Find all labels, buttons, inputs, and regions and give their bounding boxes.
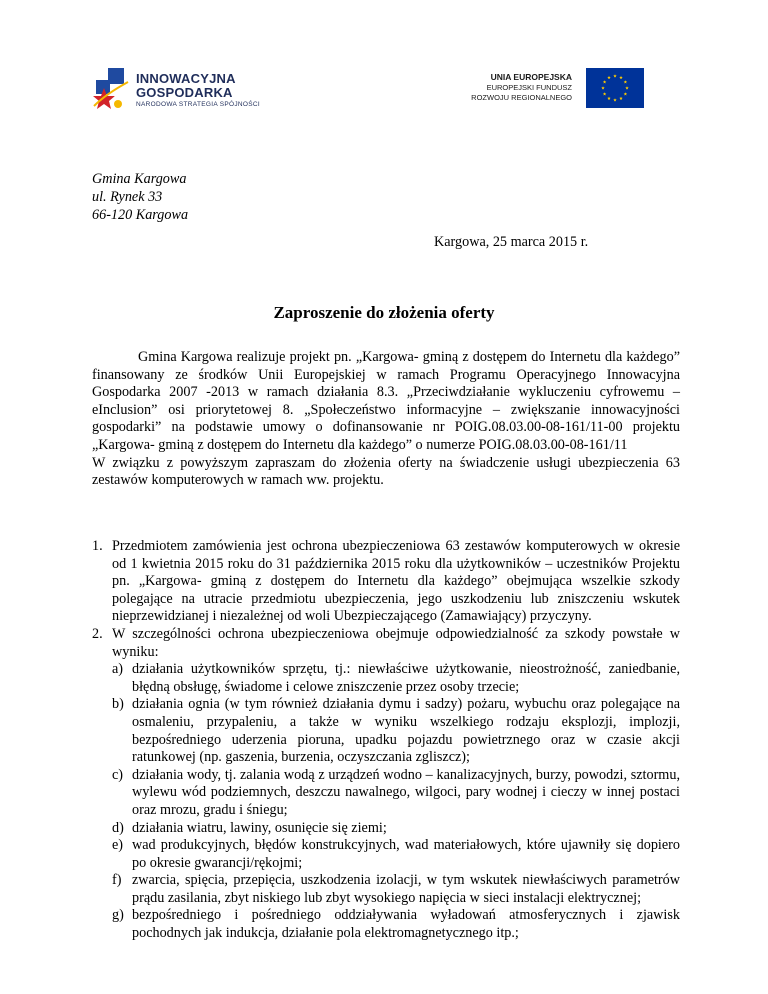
ue-logo-text (471, 72, 572, 103)
eu-flag-icon (586, 68, 644, 108)
ig-logo-line2: GOSPODARKA (136, 85, 233, 100)
sub-list-item-letter: b) (112, 696, 124, 713)
sub-list-item (112, 872, 680, 907)
sub-list-item-letter: a) (112, 661, 124, 678)
sub-list-item-text: zwarcia, spięcia, przepięcia, uszkodzenia izolacji, w tym wskutek niewłaściwych parametrów prądu zasilania, zbyt niskiego lub zbyt wysokiego napięcia w sieci instalacji elektrycznej; (132, 872, 680, 906)
sub-list-item-letter: f) (112, 872, 122, 889)
sub-list-item-letter: g) (112, 907, 124, 924)
ue-logo-line3: ROZWOJU REGIONALNEGO (471, 93, 572, 102)
list-item-number: 1. (92, 538, 103, 554)
sub-list-item-text: działania wiatru, lawiny, osunięcie się ziemi; (132, 819, 387, 836)
ig-star-logo-icon (92, 66, 132, 112)
sub-list-item-text: bezpośredniego i pośredniego oddziaływania wyładowań atmosferycznych i zjawisk pochodnych jak indukcja, działanie pola elektromagnetycznego itp.; (132, 907, 680, 942)
sub-list-item (112, 907, 680, 942)
intro-paragraph-1: Gmina Kargowa realizuje projekt pn. „Kargowa- gminą z dostępem do Internetu dla każdego” finansowany ze środków Unii Europejskiej w ramach Programu Operacyjnego Innowacyjna Gospodarka 2007 -2013 w ramach działania 8.3. „Przeciwdziałanie wykluczeniu cyfrowemu – eInclusion” osi priorytetowej 8. „Społeczeństwo informacyjne – zwiększanie innowacyjności gospodarki” na podstawie umowy o dofinansowanie nr POIG.08.03.00-08-161/11-00 projektu „Kargowa- gminą z dostępem do Internetu dla każdego” o numerze POIG.08.03.00-08-161/11 (92, 349, 680, 453)
sub-list-item-text: działania użytkowników sprzętu, tj.: niewłaściwe użytkowanie, nieostrożność, zaniedbanie, błędną obsługę, świadome i celowe zniszczenie przez osoby trzecie; (132, 661, 680, 695)
address-line1: Gmina Kargowa (92, 171, 187, 187)
intro-section (92, 349, 680, 490)
ig-logo-line3: NARODOWA STRATEGIA SPÓJNOŚCI (136, 101, 260, 108)
list-item (92, 538, 680, 626)
innowacyjna-gospodarka-logo (92, 66, 262, 114)
ue-logo-line2: EUROPEJSKI FUNDUSZ (486, 83, 572, 92)
address-line2: ul. Rynek 33 (92, 189, 163, 205)
list-item-text: Przedmiotem zamówienia jest ochrona ubezpieczeniowa 63 zestawów komputerowych w okresie od 1 kwietnia 2015 roku do 31 października 2015 roku dla użytkowników – uczestników Projektu pn. „Kargowa- gminą z dostępem do Internetu dla każdego” obejmująca wszelkie szkody polegające na utracie przedmiotu ubezpieczenia, jego uszkodzeniu lub zniszczeniu wskutek nieprzewidzianej i niezależnej od woli Ubezpieczającego (Zamawiający) przyczyny. (112, 538, 680, 625)
sub-list-item (112, 820, 680, 838)
ig-logo-line1: INNOWACYJNA (136, 71, 236, 86)
numbered-list (92, 538, 680, 943)
document-date: Kargowa, 25 marca 2015 r. (434, 234, 589, 250)
sub-list-item-text: działania ognia (w tym również działania dymu i sadzy) pożaru, wybuchu oraz polegające na osmaleniu, przypaleniu, a także w wyniku wszelkiego rodzaju eksplozji, implozji, bezpośredniego uderzenia pioruna, upadku pojazdu powietrznego oraz w czasie akcji ratunkowej (np. gaszenia, burzenia, oczyszczania zgliszcz); (132, 696, 680, 766)
list-item-text: W szczególności ochrona ubezpieczeniowa obejmuje odpowiedzialność za szkody powstałe w wyniku: (112, 625, 680, 660)
list-item (92, 626, 680, 943)
sender-address (92, 170, 188, 224)
sub-list-item (112, 837, 680, 872)
sub-list-item-letter: c) (112, 766, 124, 783)
intro-paragraph-2: W związku z powyższym zapraszam do złożenia oferty na świadczenie usługi ubezpieczenia 63 zestawów komputerowych w ramach ww. projektu. (92, 454, 680, 489)
unia-europejska-logo (468, 68, 648, 110)
ue-logo-line1: UNIA EUROPEJSKA (490, 72, 572, 82)
address-line3: 66-120 Kargowa (92, 207, 189, 223)
sub-list-item (112, 696, 680, 766)
document-title: Zaproszenie do złożenia oferty (273, 303, 495, 322)
list-item-number: 2. (92, 625, 103, 642)
sub-list-item (112, 661, 680, 696)
sub-list-item-text: działania wody, tj. zalania wodą z urządzeń wodno – kanalizacyjnych, burzy, powodzi, sztormu, wylewu wód podziemnych, deszczu nawalnego, wilgoci, pary wodnej i cieczy w innej postaci oraz mrozu, gradu i śniegu; (132, 766, 680, 818)
ig-logo-text (136, 72, 260, 110)
sub-list-item-text: wad produkcyjnych, błędów konstrukcyjnych, wad materiałowych, które ujawniły się dopiero po okresie gwarancji/rękojmi; (132, 837, 680, 871)
sub-list-item (112, 767, 680, 820)
sub-list-item-letter: e) (112, 837, 124, 854)
sub-list-item-letter: d) (112, 819, 124, 836)
